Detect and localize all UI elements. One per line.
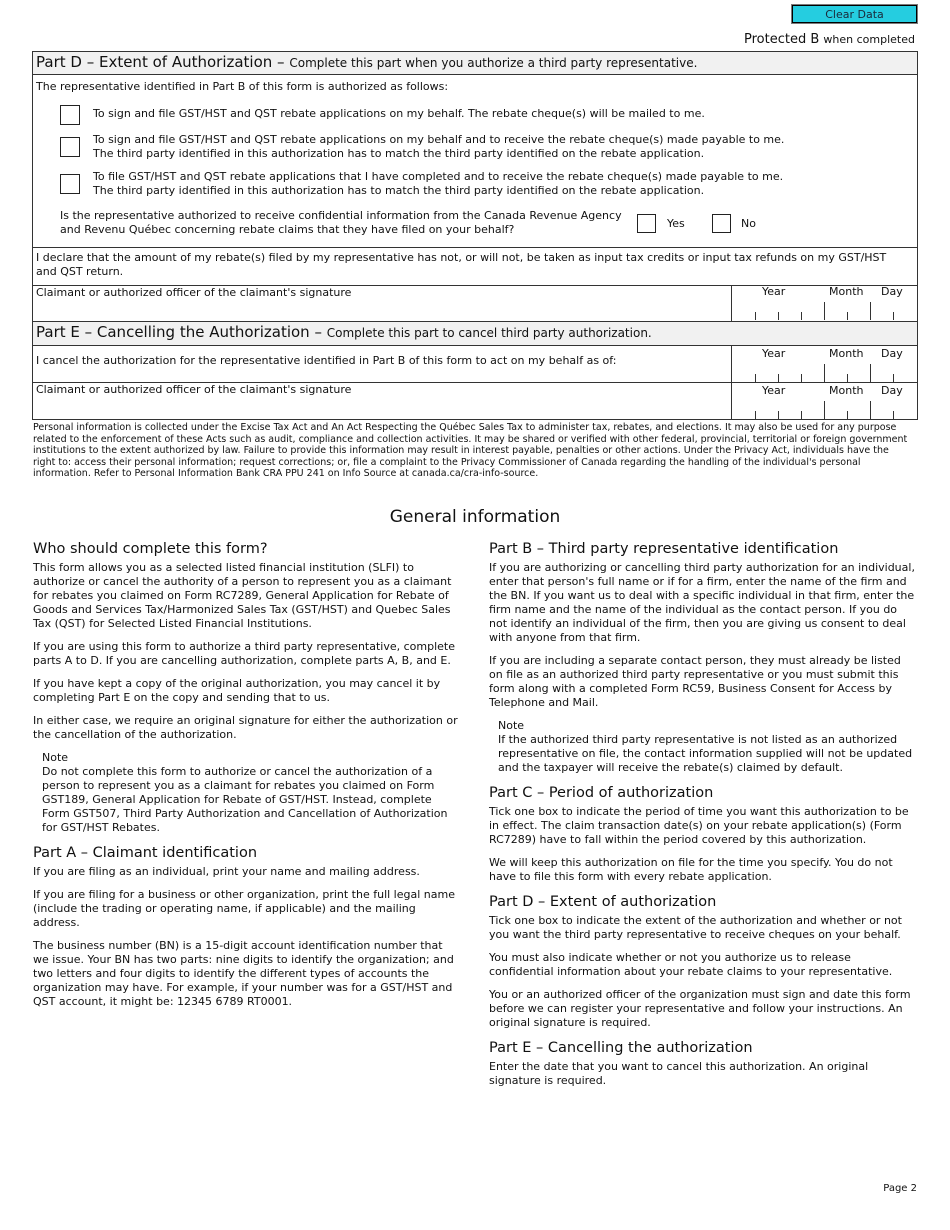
confidential-no-label: No bbox=[741, 217, 756, 230]
part-d-info-paragraph-3: You or an authorized officer of the organization must sign and date this form before we can register your representative and follow your instructions. An original signature is required. bbox=[489, 988, 911, 1029]
general-right-column bbox=[489, 540, 917, 1097]
who-paragraph-2: If you are using this form to authorize a third party representative, complete parts A to D. If you are cancelling authorization, complete parts A, B, and E. bbox=[33, 640, 455, 667]
who-paragraph-1: This form allows you as a selected listed financial institution (SLFI) to authorize or cancel the authority of a person to represent you as a claimant for rebates you claimed on Form RC7289, General Application for Rebate of Goods and Services Tax/Harmonized Sales Tax (GST/HST) and Quebec Sales Tax (QST) for Selected Listed Financial Institutions. bbox=[33, 561, 452, 630]
option-file-receive-checkbox[interactable] bbox=[60, 174, 80, 194]
part-d-info-paragraph-1: Tick one box to indicate the extent of the authorization and whether or not you want the third party representative to receive cheques on your behalf. bbox=[489, 914, 902, 941]
part-e-info-heading: Part E – Cancelling the authorization bbox=[489, 1040, 753, 1056]
part-e-cancel-day-label: Day bbox=[881, 347, 903, 360]
protected-b-label bbox=[744, 32, 915, 47]
part-d-info-heading: Part D – Extent of authorization bbox=[489, 894, 717, 910]
part-a-paragraph-3: The business number (BN) is a 15-digit account identification number that we issue. Your BN has two parts: nine digits to identify the organization; and two letters and four digits to identify the different types of accounts the organization may have. For example, if your number was for a GST/HST and QST account, it might be: 12345 6789 RT0001. bbox=[33, 939, 454, 1008]
confidential-yes-label: Yes bbox=[667, 217, 685, 230]
part-d-title-text: Part D – Extent of Authorization – bbox=[36, 53, 285, 71]
part-d-month-label: Month bbox=[829, 285, 864, 298]
who-should-complete-heading: Who should complete this form? bbox=[33, 541, 268, 557]
part-e-title bbox=[36, 323, 652, 341]
part-d-subtitle: Complete this part when you authorize a third party representative. bbox=[289, 56, 698, 70]
part-e-cancel-year-label: Year bbox=[762, 347, 786, 360]
part-e-cancel-month-label: Month bbox=[829, 347, 864, 360]
part-a-paragraph-2: If you are filing for a business or other organization, print the full legal name (include the trading or operating name, if applicable) and the mailing address. bbox=[33, 888, 455, 929]
part-c-paragraph-1: Tick one box to indicate the period of time you want this authorization to be in effect. The claim transaction date(s) on your rebate application(s) (Form RC7289) have to fall within the period covered by this authorization. bbox=[489, 805, 909, 846]
part-b-note-text: If the authorized third party representative is not listed as an authorized representative on file, the contact information supplied will not be updated and the taxpayer will receive the rebate(s) claimed by default. bbox=[498, 733, 913, 774]
who-paragraph-4: In either case, we require an original signature for either the authorization or the cancellation of the authorization. bbox=[33, 714, 458, 741]
general-information-title: General information bbox=[389, 507, 561, 527]
part-b-note bbox=[498, 719, 917, 775]
part-a-paragraph-1: If you are filing as an individual, print your name and mailing address. bbox=[33, 865, 420, 878]
part-d-day-label: Day bbox=[881, 285, 903, 298]
part-e-subtitle: Complete this part to cancel third party authorization. bbox=[326, 326, 652, 340]
part-b-heading: Part B – Third party representative identification bbox=[489, 541, 839, 557]
part-e-cancel-date-field[interactable] bbox=[755, 364, 895, 382]
option-sign-file-receive-line2: The third party identified in this authorization has to match the third party identified on the rebate application. bbox=[93, 147, 705, 160]
protected-label: Protected B bbox=[744, 32, 820, 47]
part-b-paragraph-1: If you are authorizing or cancelling third party authorization for an individual, enter that person's full name or if for a firm, enter the name of the firm and the BN. If you want us to deal with a specific individual in that firm, enter the firm name and the name of the individual as the contact person. If you do not identify an individual of the firm, then you are giving us consent to deal with anyone from that firm. bbox=[489, 561, 915, 644]
part-e-title-text: Part E – Cancelling the Authorization – bbox=[36, 323, 322, 341]
part-c-paragraph-2: We will keep this authorization on file for the time you specify. You do not have to file this form with every rebate application. bbox=[489, 856, 893, 883]
confidential-question-line1: Is the representative authorized to receive confidential information from the Canada Revenue Agency bbox=[60, 209, 622, 222]
page-number: Page 2 bbox=[883, 1183, 917, 1194]
form-parts-d-e bbox=[32, 51, 918, 420]
part-d-title bbox=[36, 53, 697, 71]
part-e-signature-label: Claimant or authorized officer of the claimant's signature bbox=[36, 383, 352, 396]
part-d-info-paragraph-2: You must also indicate whether or not you authorize us to release confidential information about your rebate claims to your representative. bbox=[489, 951, 893, 978]
confidential-yes-checkbox[interactable] bbox=[637, 214, 656, 233]
declaration-line1: I declare that the amount of my rebate(s) filed by my representative has not, or will not, be taken as input tax credits or input tax refunds on my GST/HST bbox=[36, 251, 887, 264]
option-sign-file-text: To sign and file GST/HST and QST rebate applications on my behalf. The rebate cheque(s) will be mailed to me. bbox=[93, 107, 705, 120]
part-b-note-label: Note bbox=[498, 719, 525, 732]
part-d-signature-field[interactable] bbox=[33, 288, 728, 321]
part-d-date-field[interactable] bbox=[755, 302, 895, 320]
declaration-line2: and QST return. bbox=[36, 265, 124, 278]
confidential-question-line2: and Revenu Québec concerning rebate claims that they have filed on your behalf? bbox=[60, 223, 515, 236]
part-e-sign-date-field[interactable] bbox=[755, 401, 895, 419]
privacy-notice: Personal information is collected under the Excise Tax Act and An Act Respecting the Québec Sales Tax to administer tax, rebates, and elections. It may also be used for any purpose related to the enforcement of these Acts such as audit, compliance and collection activities. It may be shared or verified with other federal, provincial, territorial or foreign government institutions to the extent authorized by law. Failure to provide this information may result in interest payable, penalties or other actions. Under the Privacy Act, individuals have the right to: access their personal information; request corrections; or, file a complaint to the Privacy Commissioner of Canada regarding the handling of the individual's personal information. Refer to Personal Information Bank CRA PPU 241 on Info Source at canada.ca/cra-info-source. bbox=[33, 422, 908, 480]
general-left-column bbox=[33, 540, 461, 1018]
who-note-text: Do not complete this form to authorize or cancel the authorization of a person to represent you as a claimant for rebates you claimed on Form GST189, General Application for Rebate of GST/HST. Instead, complete Form GST507, Third Party Authorization and Cancellation of Authorization for GST/HST Rebates. bbox=[42, 765, 448, 834]
part-e-signature-field[interactable] bbox=[33, 385, 728, 419]
part-e-cancel-text: I cancel the authorization for the representative identified in Part B of this form to act on my behalf as of: bbox=[36, 354, 617, 367]
who-paragraph-3: If you have kept a copy of the original authorization, you may cancel it by completing Part E on the copy and sending that to us. bbox=[33, 677, 441, 704]
option-sign-file-receive-line1: To sign and file GST/HST and QST rebate applications on my behalf and to receive the rebate cheque(s) made payable to me. bbox=[93, 133, 785, 146]
part-e-sign-month-label: Month bbox=[829, 384, 864, 397]
part-d-intro: The representative identified in Part B of this form is authorized as follows: bbox=[36, 80, 449, 93]
protected-suffix: when completed bbox=[823, 33, 915, 46]
who-note bbox=[42, 751, 461, 835]
part-e-sign-year-label: Year bbox=[762, 384, 786, 397]
part-a-heading: Part A – Claimant identification bbox=[33, 845, 258, 861]
confidential-no-checkbox[interactable] bbox=[712, 214, 731, 233]
part-e-sign-day-label: Day bbox=[881, 384, 903, 397]
part-c-heading: Part C – Period of authorization bbox=[489, 785, 714, 801]
option-file-receive-line1: To file GST/HST and QST rebate applications that I have completed and to receive the rebate cheque(s) made payable to me. bbox=[93, 170, 784, 183]
option-sign-file-checkbox[interactable] bbox=[60, 105, 80, 125]
option-file-receive-line2: The third party identified in this authorization has to match the third party identified on the rebate application. bbox=[93, 184, 705, 197]
part-d-year-label: Year bbox=[762, 285, 786, 298]
part-e-info-paragraph-1: Enter the date that you want to cancel this authorization. An original signature is required. bbox=[489, 1060, 869, 1087]
part-d-signature-label: Claimant or authorized officer of the claimant's signature bbox=[36, 286, 352, 299]
clear-data-button[interactable]: Clear Data bbox=[792, 5, 917, 23]
option-sign-file-receive-checkbox[interactable] bbox=[60, 137, 80, 157]
who-note-label: Note bbox=[42, 751, 69, 764]
part-b-paragraph-2: If you are including a separate contact person, they must already be listed on file as an authorized third party representative or you must submit this form along with a completed Form RC59, Business Consent for Access by Telephone and Mail. bbox=[489, 654, 901, 709]
